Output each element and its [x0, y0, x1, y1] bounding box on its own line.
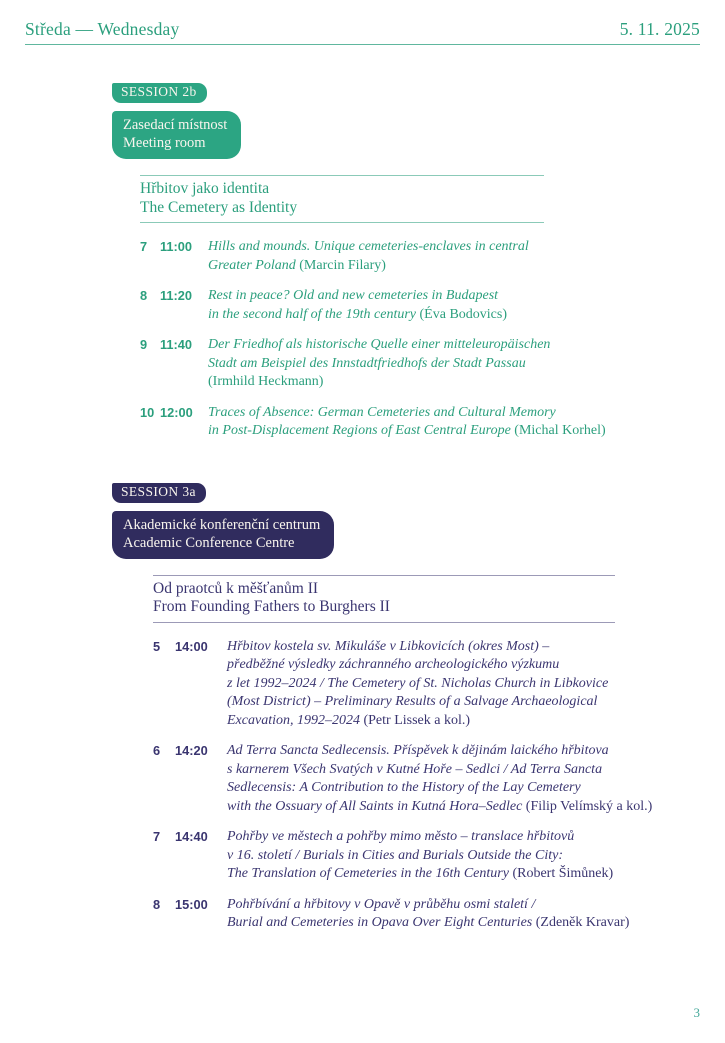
talk-row: [153, 896, 725, 933]
venue-name-en: Meeting room: [123, 135, 206, 151]
talk-time: 12:00: [160, 404, 193, 420]
talk-title-line: Excavation, 1992–2024 (Petr Lissek a kol.): [227, 712, 471, 728]
venue-name-cz: Zasedací místnost: [123, 117, 228, 133]
section-title: [153, 575, 615, 623]
talk-list: [153, 638, 725, 933]
talk-title-line: in the second half of the 19th century (Éva Bodovics): [208, 306, 507, 322]
talk-title: [208, 287, 725, 324]
talk-author: (Irmhild Heckmann): [208, 374, 324, 389]
talk-title-line: Traces of Absence: German Cemeteries and Cultural Memory: [208, 404, 556, 420]
header-day-label: Středa — Wednesday: [25, 19, 180, 39]
section-title-cz: Hřbitov jako identita: [140, 180, 270, 197]
talk-row: [140, 404, 725, 441]
talk-row: [140, 336, 725, 392]
talk-title-line: Greater Poland (Marcin Filary): [208, 257, 386, 273]
session-block-2b: [112, 83, 725, 441]
talk-title-line: Pohřbívání a hřbitovy v Opavě v průběhu osmi staletí /: [227, 896, 536, 912]
talk-author: (Petr Lissek a kol.): [363, 712, 471, 728]
header-date: 5. 11. 2025: [619, 19, 700, 39]
talk-number: 7: [140, 239, 148, 254]
talk-title-line: with the Ossuary of All Saints in Kutná Hora–Sedlec (Filip Velímský a kol.): [227, 798, 653, 814]
session-badge: SESSION 3a: [112, 483, 206, 503]
section-title-cz: Od praotců k měšťanům II: [153, 579, 319, 597]
talk-number: 5: [153, 638, 161, 654]
talk-time: 14:00: [175, 638, 208, 654]
talk-row: [153, 828, 725, 884]
talk-title-line: v 16. století / Burials in Cities and Burials Outside the City:: [227, 847, 563, 863]
talk-title: [227, 638, 725, 731]
talk-time: 14:40: [175, 829, 208, 844]
venue-name-en: Academic Conference Centre: [123, 534, 295, 551]
talk-row: [153, 742, 725, 816]
talk-number: 8: [153, 896, 161, 912]
talk-author: (Zdeněk Kravar): [535, 915, 630, 930]
talk-title-line: Hřbitov kostela sv. Mikuláše v Libkovicích (okres Most) –: [227, 638, 550, 654]
talk-title: [208, 404, 725, 441]
talk-author: (Michal Korhel): [514, 423, 606, 438]
talk-row: [140, 287, 725, 324]
talk-title-line: Ad Terra Sancta Sedlecensis. Příspěvek k dějinám laického hřbitova: [227, 743, 609, 758]
page-number: 3: [693, 1005, 700, 1020]
talk-title-line: in Post-Displacement Regions of East Central Europe (Michal Korhel): [208, 423, 606, 438]
talk-title-line: [208, 373, 725, 392]
talk-title-line: Hills and mounds. Unique cemeteries-enclaves in central: [208, 239, 529, 254]
talk-title: [227, 828, 725, 884]
section-title: [140, 175, 544, 223]
talk-title-line: The Translation of Cemeteries in the 16th Century (Robert Šimůnek): [227, 866, 614, 881]
talk-time: 11:20: [160, 288, 193, 303]
talk-author: (Filip Velímský a kol.): [525, 798, 653, 814]
talk-title: [208, 336, 725, 392]
section-title-en: The Cemetery as Identity: [140, 198, 298, 216]
talk-time: 11:40: [160, 337, 193, 352]
talk-number: 7: [153, 829, 161, 844]
section-title-en: From Founding Fathers to Burghers II: [153, 598, 390, 615]
talk-title: [227, 742, 725, 816]
session-badge: SESSION 2b: [112, 83, 207, 103]
talk-title: [227, 896, 725, 933]
talk-number: 10: [140, 404, 155, 420]
talk-author: (Marcin Filary): [299, 257, 386, 273]
talk-row: [140, 238, 725, 275]
talk-title-line: (Most District) – Preliminary Results of a Salvage Archaeological: [227, 694, 598, 709]
talk-row: [153, 638, 725, 731]
talk-title-line: Pohřby ve městech a pohřby mimo město – translace hřbitovů: [227, 829, 575, 844]
venue-name-cz: Akademické konferenční centrum: [123, 516, 321, 533]
talk-title-line: předběžné výsledky záchranného archeologického výzkumu: [227, 657, 560, 672]
talk-title-line: Sedlecensis: A Contribution to the History of the Lay Cemetery: [227, 780, 581, 795]
talk-title-line: Rest in peace? Old and new cemeteries in Budapest: [208, 288, 499, 303]
talk-time: 14:20: [175, 743, 208, 758]
talk-author: (Robert Šimůnek): [512, 866, 614, 881]
talk-title-line: Stadt am Beispiel des Innstadtfriedhofs der Stadt Passau: [208, 355, 526, 371]
talk-time: 15:00: [175, 896, 208, 912]
talk-number: 9: [140, 337, 148, 352]
talk-number: 8: [140, 288, 148, 303]
session-block-3a: [112, 483, 725, 933]
talk-list: [140, 238, 725, 441]
talk-number: 6: [153, 743, 161, 758]
venue-badge: [112, 511, 334, 559]
talk-time: 11:00: [160, 239, 193, 254]
talk-title-line: z let 1992–2024 / The Cemetery of St. Nicholas Church in Libkovice: [227, 675, 609, 691]
talk-title-line: Burial and Cemeteries in Opava Over Eight Centuries (Zdeněk Kravar): [227, 915, 630, 930]
talk-title-line: s karnerem Všech Svatých v Kutné Hoře – Sedlci / Ad Terra Sancta: [227, 761, 603, 777]
talk-title-line: Der Friedhof als historische Quelle einer mitteleuropäischen: [208, 337, 551, 352]
page-header: [25, 19, 700, 40]
venue-badge: [112, 111, 241, 159]
talk-title: [208, 238, 725, 275]
talk-author: (Éva Bodovics): [419, 306, 507, 322]
